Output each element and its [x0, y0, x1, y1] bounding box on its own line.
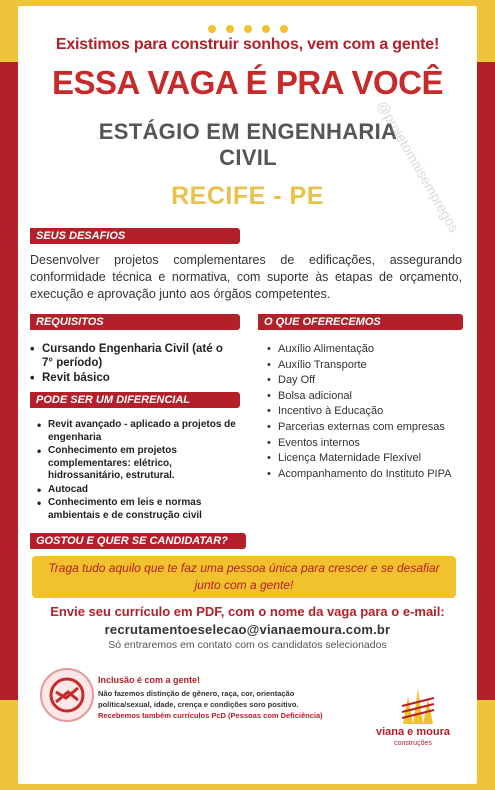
oferecemos-list — [266, 342, 476, 482]
list-item: • Parcerias externas com empresas — [266, 420, 476, 436]
inclusion-text: Não fazemos distinção de gênero, raça, cor, orientação política/sexual, idade, crença e condições soro positivo. Recebemos também currículos PcD (Pessoas com Deficiência) — [98, 689, 323, 720]
inclusion-title: Inclusão é com a gente! — [98, 675, 201, 685]
list-item: • Revit básico — [28, 371, 228, 385]
job-poster-card — [18, 6, 477, 784]
desafios-text: Desenvolver projetos complementares de edificações, assegurando conformidade técnica e normativa, com suporte às etapas de orçamento, execução e aprovação junto aos órgãos competentes. — [30, 253, 462, 301]
callout-box: Traga tudo aquilo que te faz uma pessoa única para crescer e se desafiar junto com a gente! — [32, 556, 456, 598]
application-email[interactable]: recrutamentoeselecao@vianaemoura.com.br — [104, 622, 391, 637]
list-item: • Auxílio Transporte — [266, 358, 476, 374]
list-item: • Incentivo à Educação — [266, 404, 476, 420]
headline: ESSA VAGA É PRA VOCÊ — [52, 64, 443, 101]
requisitos-list — [28, 342, 228, 386]
list-item: • Conhecimento em projetos complementares: elétrico, hidrossanitário, estrutural. — [36, 445, 246, 483]
list-item: • Bolsa adicional — [266, 389, 476, 405]
list-item: • Cursando Engenharia Civil (até o 7° período) — [28, 342, 228, 370]
job-role-title: ESTÁGIO EM ENGENHARIA CIVIL — [98, 119, 398, 170]
inclusion-hands-icon — [40, 668, 94, 722]
list-item: • Revit avançado - aplicado a projetos de engenharia — [36, 419, 246, 444]
watermark: @projetomaisempregos — [374, 98, 463, 235]
list-item: • Autocad — [36, 484, 246, 497]
section-header-candidatar: GOSTOU E QUER SE CANDIDATAR? — [30, 533, 246, 549]
diferencial-list — [36, 419, 246, 523]
list-item: • Day Off — [266, 373, 476, 389]
list-item: • Conhecimento em leis e normas ambientais e de construção civil — [36, 497, 246, 522]
tagline: Existimos para construir sonhos, vem com a gente! — [55, 36, 440, 53]
brand-name: viana e moura — [376, 726, 450, 738]
list-item: • Acompanhamento do Instituto PIPA — [266, 467, 476, 483]
contact-note: Só entraremos em contato com os candidatos selecionados — [108, 639, 387, 651]
section-header-oferecemos: O QUE OFERECEMOS — [258, 314, 463, 330]
list-item: • Eventos internos — [266, 436, 476, 452]
list-item: • Auxílio Alimentação — [266, 342, 476, 358]
section-header-desafios: SEUS DESAFIOS — [30, 228, 240, 244]
list-item: • Licença Maternidade Flexível — [266, 451, 476, 467]
job-city: RECIFE - PE — [171, 182, 324, 210]
send-instructions: Envie seu currículo em PDF, com o nome da vaga para o e-mail: — [50, 604, 445, 619]
brand-subtitle: construções — [394, 740, 432, 747]
section-header-requisitos: REQUISITOS — [30, 314, 240, 330]
section-header-diferencial: PODE SER UM DIFERENCIAL — [30, 392, 240, 408]
